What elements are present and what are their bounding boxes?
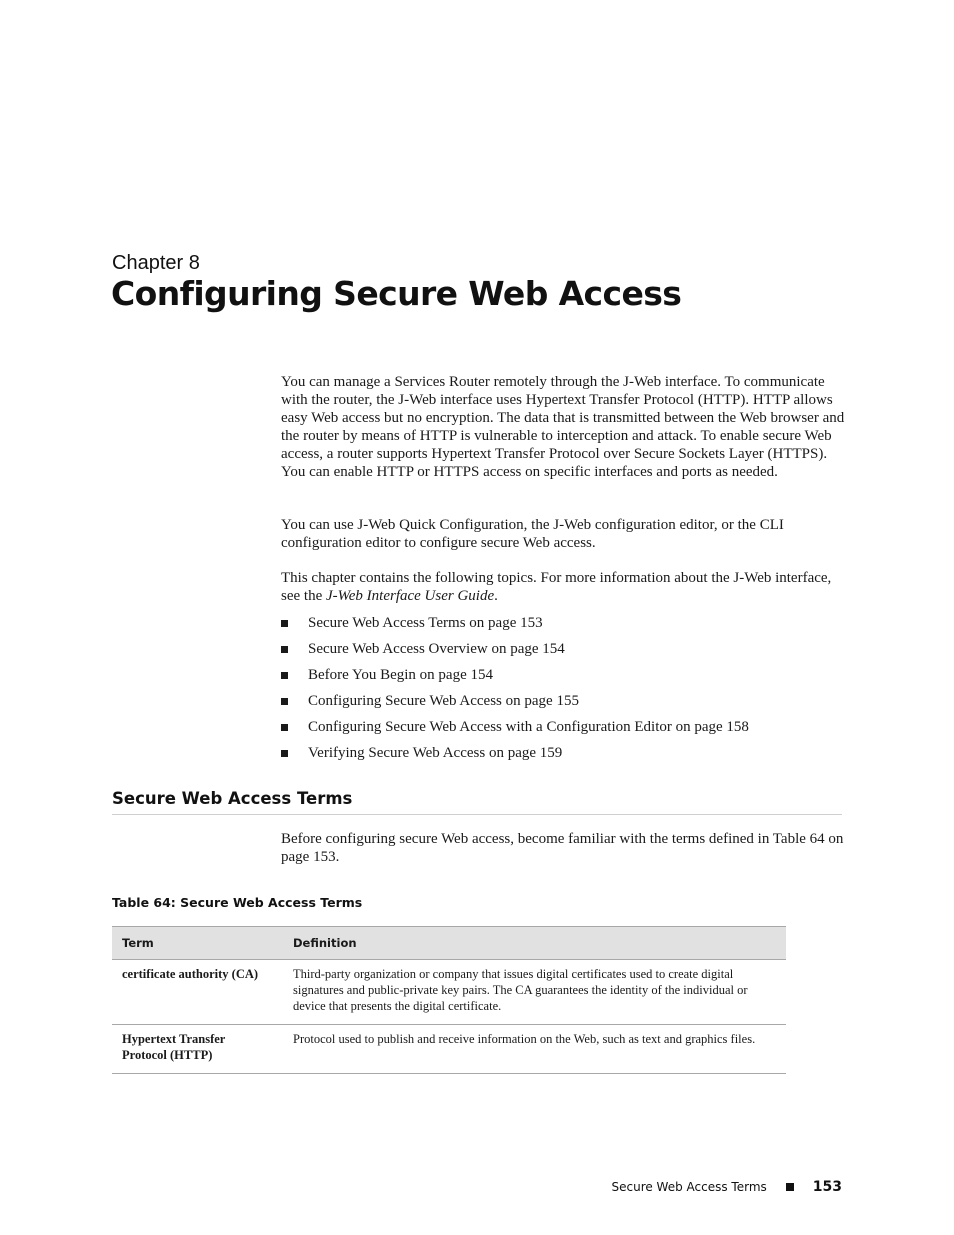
page-number: 153 — [812, 1179, 842, 1195]
topic-list — [281, 612, 749, 768]
intro-paragraph-3 — [281, 569, 846, 605]
topic-item[interactable] — [281, 638, 749, 664]
page-footer — [611, 1179, 842, 1195]
square-bullet-icon — [281, 698, 288, 705]
square-bullet-icon — [281, 620, 288, 627]
topic-item-label: Configuring Secure Web Access with a Configuration Editor on page 158 — [308, 719, 749, 735]
term-cell: Hypertext Transfer Protocol (HTTP) — [112, 1025, 283, 1074]
topic-item[interactable] — [281, 664, 749, 690]
topic-item[interactable] — [281, 612, 749, 638]
intro-p3-end: . — [494, 588, 498, 604]
section-divider — [112, 814, 842, 815]
topic-item-label: Secure Web Access Terms on page 153 — [308, 615, 543, 631]
topic-item[interactable] — [281, 742, 749, 768]
intro-paragraph-3-text — [281, 569, 846, 605]
square-bullet-icon — [281, 646, 288, 653]
section-heading: Secure Web Access Terms — [112, 789, 353, 808]
section-paragraph — [281, 830, 846, 866]
topic-item-label: Configuring Secure Web Access on page 155 — [308, 693, 579, 709]
section-paragraph-text: Before configuring secure Web access, become familiar with the terms defined in Table 64 on page 153. — [281, 831, 844, 865]
user-guide-title: J-Web Interface User Guide — [325, 588, 495, 604]
topic-item-label: Before You Begin on page 154 — [308, 667, 493, 683]
square-bullet-icon — [786, 1183, 794, 1191]
square-bullet-icon — [281, 672, 288, 679]
definition-cell: Protocol used to publish and receive information on the Web, such as text and graphics files. — [283, 1025, 786, 1074]
table-header-row — [112, 927, 786, 960]
topic-item[interactable] — [281, 716, 749, 742]
column-header-definition: Definition — [283, 927, 786, 960]
intro-paragraph-2 — [281, 516, 846, 552]
intro-paragraph-2-text: You can use J-Web Quick Configuration, the J-Web configuration editor, or the CLI configuration editor to configure secure Web access. — [281, 517, 784, 551]
intro-p3-text: This chapter contains the following topics. For more information about the J-Web interface, see the — [281, 570, 832, 604]
topic-item-label: Secure Web Access Overview on page 154 — [308, 641, 565, 657]
square-bullet-icon — [281, 750, 288, 757]
footer-section-name: Secure Web Access Terms — [611, 1180, 767, 1194]
table-row — [112, 1025, 786, 1074]
square-bullet-icon — [281, 724, 288, 731]
table-row — [112, 960, 786, 1025]
chapter-label: Chapter 8 — [112, 252, 200, 274]
definition-cell: Third-party organization or company that issues digital certificates used to create digital signatures and public-private key pairs. The CA guarantees the identity of the individual or device that presents the digital certificate. — [283, 960, 786, 1025]
intro-paragraph-1-text: You can manage a Services Router remotely through the J-Web interface. To communicate with the router, the J-Web interface uses Hypertext Transfer Protocol (HTTP). HTTP allows easy Web access but no encryption. The data that is transmitted between the Web browser and the router by means of HTTP is vulnerable to interception and attack. To enable secure Web access, a router supports Hypertext Transfer Protocol over Secure Sockets Layer (HTTPS). You can enable HTTP or HTTPS access on specific interfaces and ports as needed. — [281, 374, 845, 480]
term-cell: certificate authority (CA) — [112, 960, 283, 1025]
column-header-term: Term — [112, 927, 283, 960]
table-caption: Table 64: Secure Web Access Terms — [112, 895, 363, 910]
topic-item[interactable] — [281, 690, 749, 716]
intro-paragraph-1 — [281, 373, 846, 481]
topic-item-label: Verifying Secure Web Access on page 159 — [308, 745, 563, 761]
terms-table — [112, 926, 786, 1074]
chapter-title: Configuring Secure Web Access — [111, 274, 682, 313]
